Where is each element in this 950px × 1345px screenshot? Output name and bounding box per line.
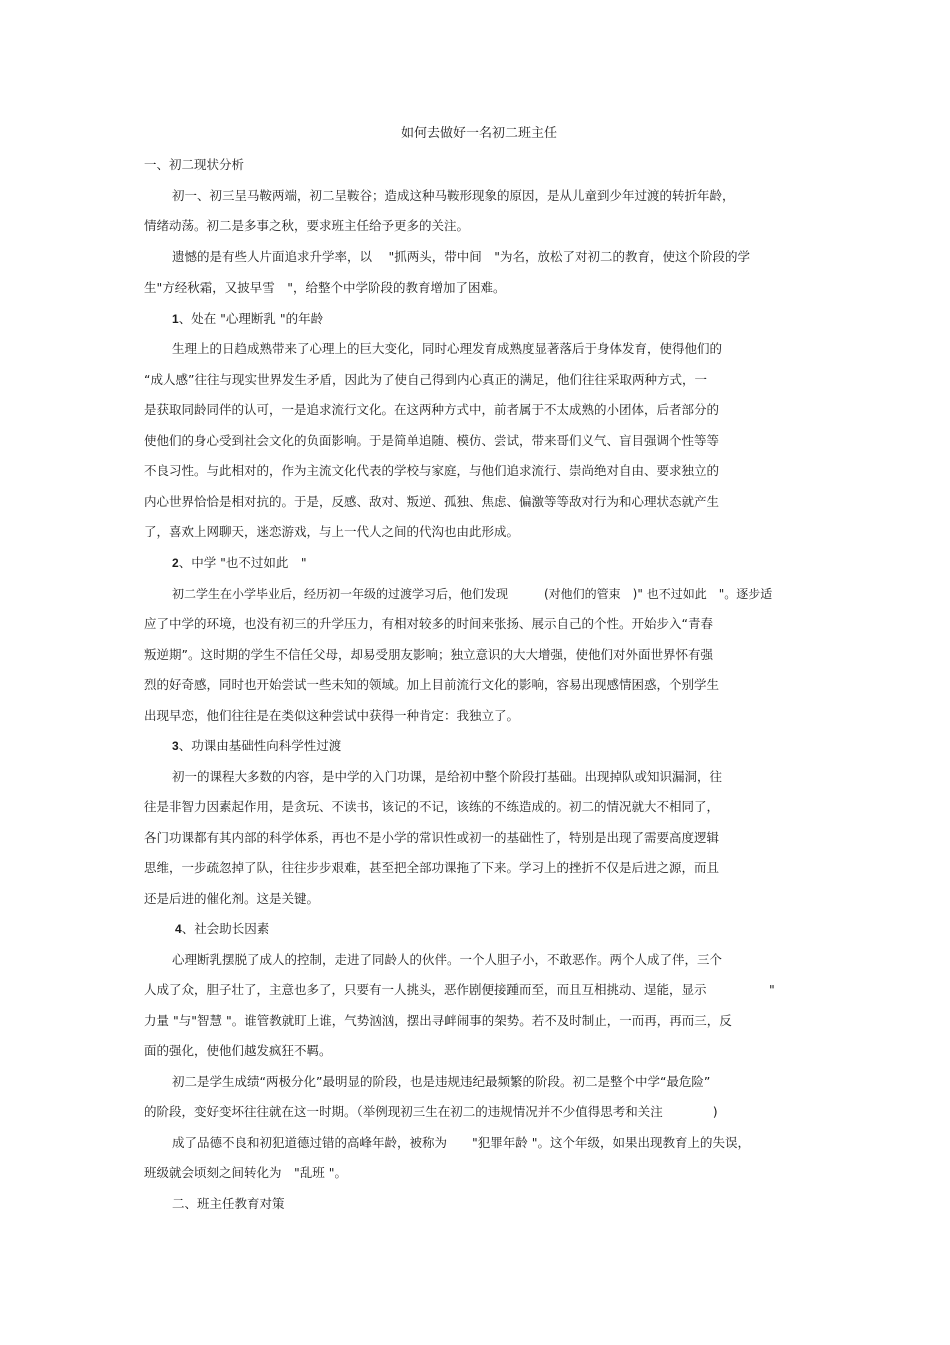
subheading-number: 2 bbox=[172, 556, 179, 570]
paragraph-line: 的阶段，变好变坏往往就在这一时期。（举例现初三生在初二的违规情况并不少值得思考和关注 ) bbox=[144, 1104, 718, 1119]
paragraph-line: 了，喜欢上网聊天，迷恋游戏，与上一代人之间的代沟也由此形成。 bbox=[144, 524, 520, 539]
paragraph-line: 应了中学的环境，也没有初三的升学压力，有相对较多的时间来张扬、展示自己的个性。开始步入“青春 bbox=[144, 616, 713, 631]
paragraph-line: 面的强化，使他们越发疯狂不羁。 bbox=[144, 1043, 332, 1058]
subheading-2 bbox=[172, 555, 307, 571]
paragraph-line: 情绪动荡。初二是多事之秋，要求班主任给予更多的关注。 bbox=[144, 218, 470, 233]
paragraph-line: 初二是学生成绩“两极分化”最明显的阶段，也是违规违纪最频繁的阶段。初二是整个中学“最危险” bbox=[172, 1074, 711, 1089]
paragraph-line: 叛逆期”。这时期的学生不信任父母，却易受朋友影响；独立意识的大大增强，使他们对外面世界怀有强 bbox=[144, 647, 713, 662]
paragraph-line: “成人感”往往与现实世界发生矛盾，因此为了使自己得到内心真正的满足，他们往往采取两种方式，一 bbox=[144, 372, 707, 387]
paragraph-line: 人成了众，胆子壮了，主意也多了，只要有一人挑头，恶作剧便接踵而至，而且互相挑动、逞能，显示 " bbox=[144, 982, 775, 997]
paragraph-line: 往是非智力因素起作用，是贪玩、不读书，该记的不记，该练的不练造成的。初二的情况就大不相同了， bbox=[144, 799, 720, 814]
paragraph-line: 生"方经秋霜，又披早雪 "，给整个中学阶段的教育增加了困难。 bbox=[144, 280, 506, 295]
paragraph-line: 初二学生在小学毕业后，经历初一年级的过渡学习后，他们发现 (对他们的管束 )" 也不过如此 "。逐步适 bbox=[172, 587, 773, 601]
paragraph-line: 思维，一步疏忽掉了队，往往步步艰难，甚至把全部功课拖了下来。学习上的挫折不仅是后进之源，而且 bbox=[144, 860, 720, 875]
paragraph-line: 力量 "与"智慧 "。谁管教就盯上谁，气势汹汹，摆出寻衅闹事的架势。若不及时制止，一而再，再而三，反 bbox=[144, 1013, 732, 1028]
paragraph-line: 生理上的日趋成熟带来了心理上的巨大变化，同时心理发育成熟度显著落后于身体发育，使得他们的 bbox=[172, 341, 723, 356]
subheading-number: 1 bbox=[172, 312, 179, 326]
paragraph-line: 初一的课程大多数的内容，是中学的入门功课，是给初中整个阶段打基础。出现掉队或知识漏洞，往 bbox=[172, 769, 723, 784]
paragraph-line: 成了品德不良和初犯道德过错的高峰年龄，被称为 "犯罪年龄 "。这个年级，如果出现教育上的失误， bbox=[172, 1135, 750, 1150]
paragraph-line: 初一、初三呈马鞍两端，初二呈鞍谷；造成这种马鞍形现象的原因，是从儿童到少年过渡的转折年龄， bbox=[172, 188, 735, 203]
subheading-number: 4 bbox=[175, 922, 182, 936]
paragraph-line: 心理断乳摆脱了成人的控制，走进了同龄人的伙伴。一个人胆子小，不敢恶作。两个人成了伴，三个 bbox=[172, 952, 723, 967]
subheading-4 bbox=[175, 921, 269, 937]
paragraph-line: 使他们的身心受到社会文化的负面影响。于是简单追随、模仿、尝试，带来哥们义气、盲目强调个性等等 bbox=[144, 433, 720, 448]
section-heading-1: 一、初二现状分析 bbox=[144, 157, 245, 172]
subheading-1 bbox=[172, 311, 323, 327]
paragraph-line: 各门功课都有其内部的科学体系，再也不是小学的常识性或初一的基础性了，特别是出现了需要高度逻辑 bbox=[144, 830, 720, 845]
paragraph-line: 烈的好奇感，同时也开始尝试一些未知的领域。加上目前流行文化的影响，容易出现感情困惑，个别学生 bbox=[144, 677, 720, 692]
paragraph-line: 内心世界恰恰是相对抗的。于是，反感、敌对、叛逆、孤独、焦虑、偏激等等敌对行为和心理状态就产生 bbox=[144, 494, 720, 509]
paragraph-line: 班级就会顷刻之间转化为 "乱班 "。 bbox=[144, 1165, 347, 1180]
subheading-3 bbox=[172, 738, 341, 754]
subheading-text: 、功课由基础性向科学性过渡 bbox=[178, 738, 342, 753]
subheading-text: 、处在 "心理断乳 "的年龄 bbox=[178, 311, 324, 326]
subheading-text: 、社会助长因素 bbox=[181, 921, 270, 936]
document-title: 如何去做好一名初二班主任 bbox=[401, 126, 558, 141]
paragraph-line: 不良习性。与此相对的，作为主流文化代表的学校与家庭，与他们追求流行、崇尚绝对自由、要求独立的 bbox=[144, 463, 720, 478]
paragraph-line: 遗憾的是有些人片面追求升学率，以 "抓两头，带中间 "为名，放松了对初二的教育，使这个阶段的学 bbox=[172, 249, 750, 264]
paragraph-line: 出现早恋，他们往往是在类似这种尝试中获得一种肯定：我独立了。 bbox=[144, 708, 520, 723]
section-heading-2: 二、班主任教育对策 bbox=[172, 1196, 285, 1211]
subheading-text: 、中学 "也不过如此 " bbox=[178, 555, 307, 570]
paragraph-line: 是获取同龄同伴的认可，一是追求流行文化。在这两种方式中，前者属于不太成熟的小团体，后者部分的 bbox=[144, 402, 720, 417]
paragraph-line: 还是后进的催化剂。这是关键。 bbox=[144, 891, 320, 906]
subheading-number: 3 bbox=[172, 739, 179, 753]
